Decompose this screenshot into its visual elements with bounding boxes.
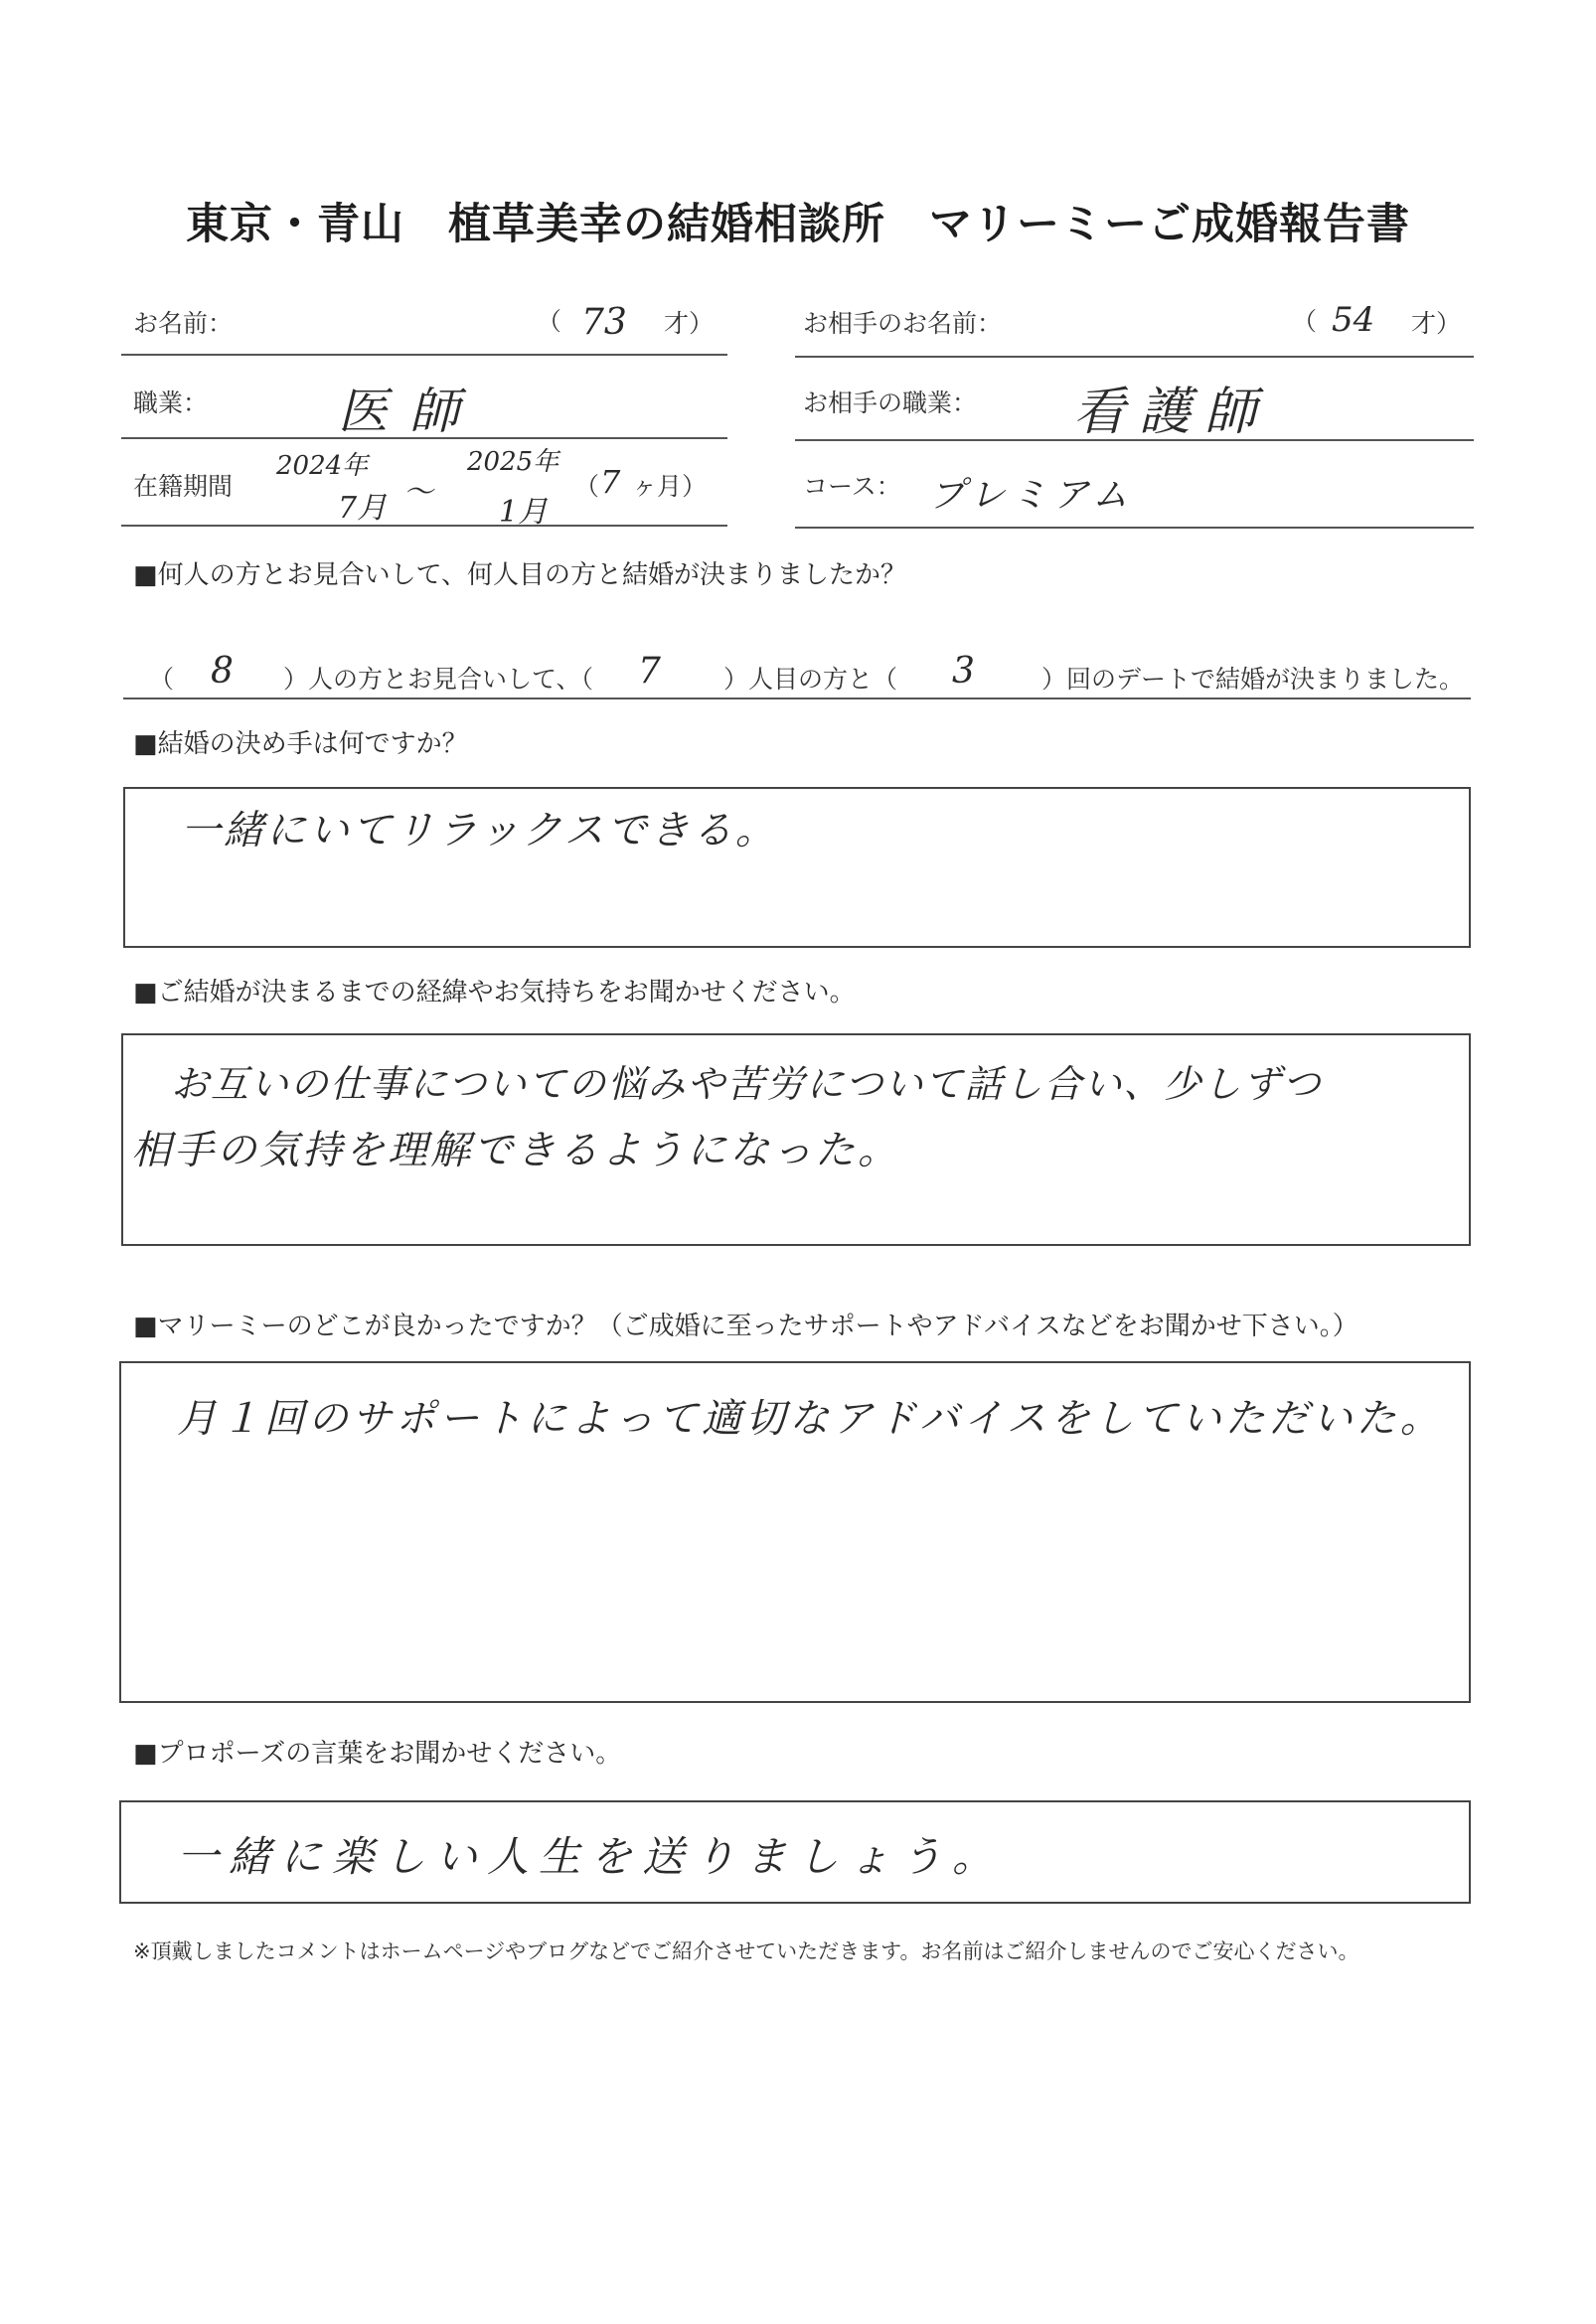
q1-text-3: ）回のデートで結婚が決まりました。 (1041, 665, 1465, 694)
period-unit: ヶ月） (632, 472, 708, 501)
q1-text-2: ）人目の方と（ (723, 665, 898, 694)
q3-answer-box (121, 1033, 1471, 1246)
job-underline (121, 437, 727, 439)
period-end-month: 1月 (499, 495, 549, 530)
q3-answer-line-2: 相手の気持を理解できるようになった。 (131, 1128, 900, 1173)
partner-job-underline (795, 439, 1474, 441)
q1-nth-person: 7 (638, 651, 661, 692)
partner-name-label: お相手のお名前： (803, 309, 1003, 338)
q1-meeting-count: 8 (211, 651, 234, 692)
q3-answer-line-1: お互いの仕事についての悩みや苦労について話し合い、少しずつ (171, 1062, 1323, 1106)
q5-answer-box (119, 1800, 1471, 1904)
course-value: プレミアム (929, 475, 1135, 516)
period-open-paren: （ (574, 472, 600, 501)
age-unit: 才） (664, 309, 715, 338)
partner-name-underline (795, 356, 1474, 358)
course-underline (795, 527, 1474, 529)
q1-question: ■何人の方とお見合いして、何人目の方と結婚が決まりましたか？ (133, 560, 907, 590)
partner-age-value: 54 (1332, 300, 1375, 340)
job-label: 職業： (133, 388, 209, 417)
q2-question: ■結婚の決め手は何ですか？ (133, 729, 468, 759)
period-end-year: 2025年 (467, 447, 559, 477)
q4-answer-box (119, 1361, 1471, 1703)
period-start-year: 2024年 (276, 451, 369, 481)
partner-job-value: 看護師 (1073, 383, 1271, 442)
name-underline (121, 354, 727, 356)
q2-answer: 一緒にいてリラックスできる。 (181, 808, 778, 853)
course-label: コース： (803, 472, 901, 501)
partner-job-label: お相手の職業： (803, 388, 978, 417)
age-open-paren: （ (537, 307, 562, 336)
age-value: 73 (581, 302, 627, 343)
q4-answer: 月１回のサポートによって適切なアドバイスをしていただいた。 (177, 1396, 1444, 1442)
q5-question: ■プロポーズの言葉をお聞かせください。 (133, 1739, 622, 1769)
period-total: 7 (600, 463, 621, 501)
report-title: 東京・青山 植草美幸の結婚相談所 マリーミーご成婚報告書 (186, 200, 1410, 249)
name-label: お名前： (133, 309, 234, 338)
period-underline (121, 525, 727, 527)
q1-text-1: ）人の方とお見合いして、（ (283, 665, 594, 694)
q1-underline (123, 697, 1471, 699)
period-separator: ～ (403, 475, 433, 510)
q4-question: ■マリーミーのどこが良かったですか？（ご成婚に至ったサポートやアドバイスなどをお聞かせ下さい。） (133, 1312, 1358, 1341)
q1-open-paren: （ (149, 665, 175, 694)
job-value: 医師 (338, 383, 481, 440)
q5-answer: 一緒に楽しい人生を送りましょう。 (177, 1832, 1005, 1881)
period-label: 在籍期間 (133, 472, 234, 501)
q2-answer-box (123, 787, 1471, 948)
q1-date-count: 3 (952, 651, 975, 692)
q3-question: ■ご結婚が決まるまでの経緯やお気持ちをお聞かせください。 (133, 978, 856, 1007)
partner-age-unit: 才） (1411, 309, 1462, 338)
period-start-month: 7月 (338, 491, 388, 526)
partner-age-open-paren: （ (1292, 307, 1318, 336)
footnote: ※頂戴しましたコメントはホームページやブログなどでご紹介させていただきます。お名前はご紹介しませんのでご安心ください。 (133, 1939, 1359, 1963)
